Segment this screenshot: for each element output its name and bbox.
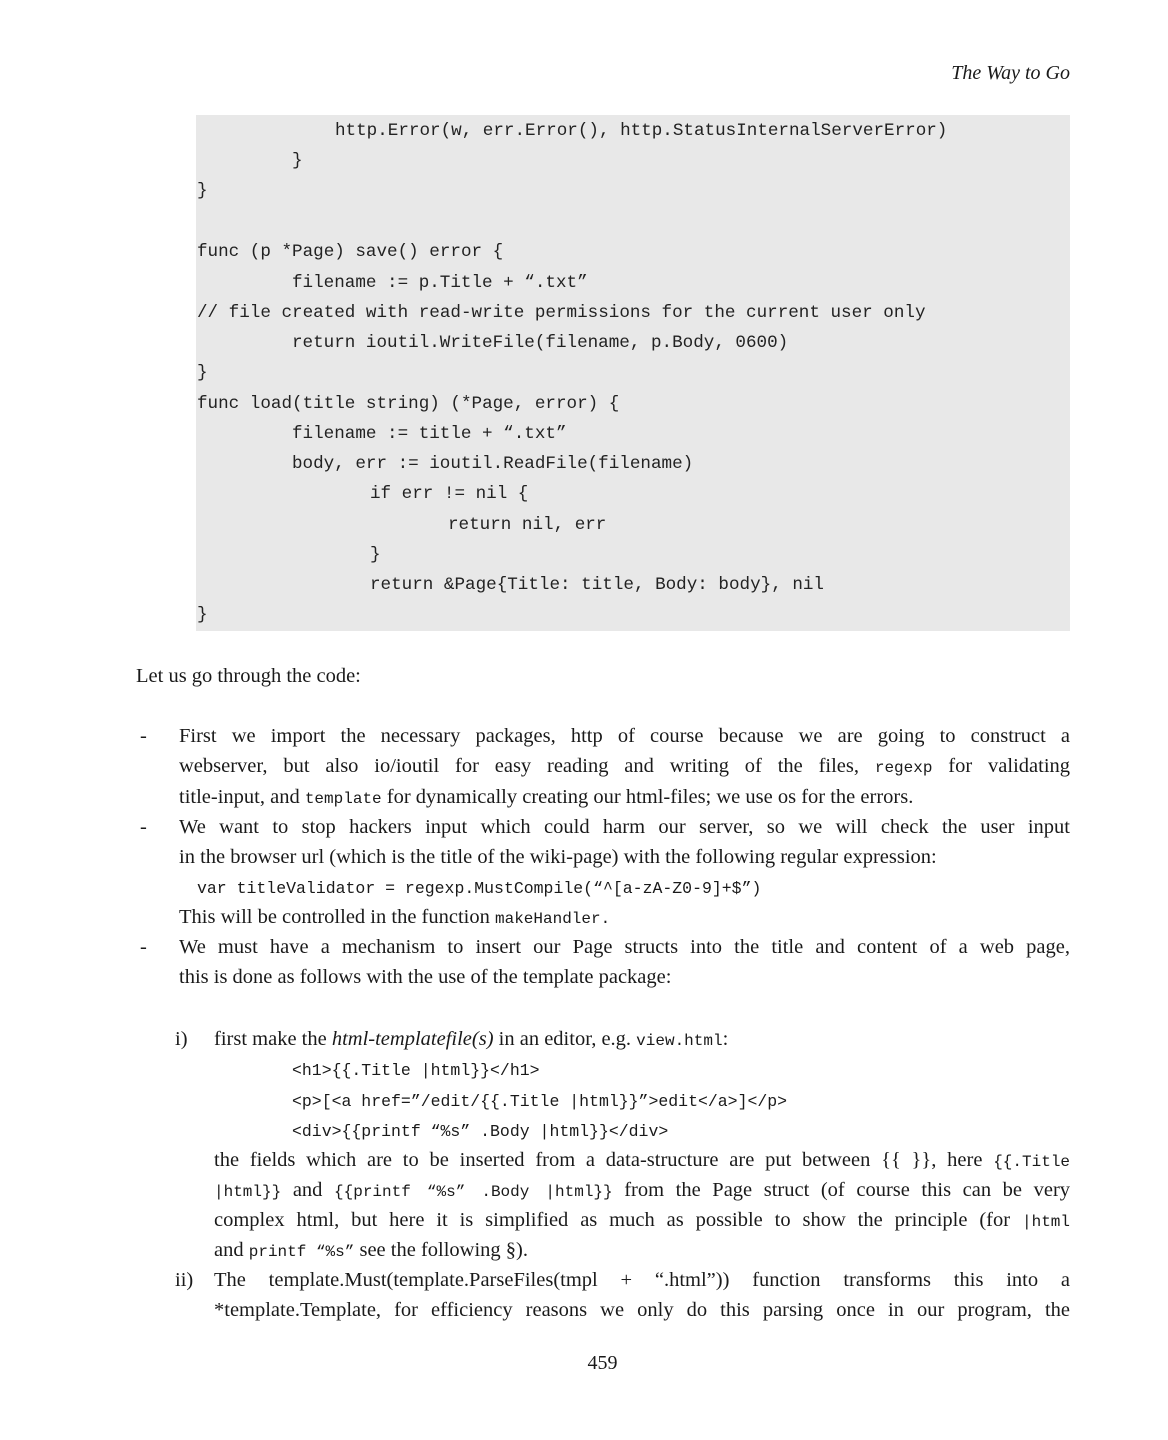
bullet-1-line: First we import the necessary packages, http of course because we are going to construct a <box>179 725 1070 747</box>
text: complex html, but here it is simplified as much as possible to show the principle (for <box>214 1209 1011 1231</box>
bullet-3-line: We must have a mechanism to insert our Page structs into the title and content of a web page, <box>179 936 1070 958</box>
sub-ii-line: *template.Template, for efficiency reasons we only do this parsing once in our program, the <box>214 1299 1070 1321</box>
bullet-1-line <box>179 754 1070 780</box>
intro-text: Let us go through the code: <box>136 665 361 687</box>
code-line: } <box>370 545 381 565</box>
code-line: } <box>197 605 208 625</box>
text: the fields which are to be inserted from a data-structure are put between {{ }}, here <box>214 1149 983 1171</box>
inline-code: template <box>304 790 382 808</box>
sub-i-line <box>214 1027 728 1053</box>
inline-code: regexp <box>874 759 933 777</box>
inline-code: makeHandler. <box>494 910 611 928</box>
sub-i-line <box>214 1148 1070 1174</box>
template-code-line: <p>[<a href=”/edit/{{.Title |html}}”>edit</a>]</p> <box>292 1092 788 1111</box>
text: and <box>214 1239 244 1261</box>
code-block <box>196 115 1070 631</box>
bullet-2-line <box>179 905 610 931</box>
text: : <box>722 1028 729 1050</box>
text: from the Page struct (of course this can be very <box>624 1179 1071 1201</box>
text: for validating <box>948 755 1071 777</box>
text: title-input, and <box>179 786 300 808</box>
bullet-3-line: this is done as follows with the use of the template package: <box>179 966 672 988</box>
running-header: The Way to Go <box>951 62 1070 84</box>
code-line: return &Page{Title: title, Body: body}, nil <box>370 575 824 595</box>
text: for dynamically creating our html-files; we use os for the errors. <box>386 786 914 808</box>
page-number: 459 <box>587 1352 618 1374</box>
inline-code: printf “%s” <box>248 1243 355 1261</box>
code-line: if err != nil { <box>370 484 529 504</box>
template-code-line: <div>{{printf “%s” .Body |html}}</div> <box>292 1122 669 1141</box>
code-line: body, err := ioutil.ReadFile(filename) <box>292 454 694 474</box>
bullet-2-line: in the browser url (which is the title of the wiki-page) with the following regular expression: <box>179 846 937 868</box>
bullet-2-line: We want to stop hackers input which could harm our server, so we will check the user input <box>179 816 1070 838</box>
sub-i-line <box>214 1238 528 1264</box>
text: and <box>292 1179 323 1201</box>
code-line: } <box>292 151 303 171</box>
inline-code: |html}} <box>214 1183 282 1201</box>
sub-ii-line: The template.Must(template.ParseFiles(tmpl + “.html”)) function transforms this into a <box>214 1269 1070 1291</box>
sub-marker: i) <box>175 1028 188 1050</box>
text: webserver, but also io/ioutil for easy reading and writing of the files, <box>179 755 859 777</box>
code-line: return ioutil.WriteFile(filename, p.Body, 0600) <box>292 333 789 353</box>
sub-marker: ii) <box>175 1269 194 1291</box>
bullet-1-line <box>179 785 913 811</box>
code-line: func load(title string) (*Page, error) { <box>197 394 620 414</box>
code-line: filename := title + “.txt” <box>292 424 567 444</box>
text: first make the <box>214 1028 327 1050</box>
sub-i-line <box>214 1178 1070 1204</box>
code-line: func (p *Page) save() error { <box>197 242 504 262</box>
inline-code: |html <box>1021 1213 1070 1231</box>
code-line: } <box>197 181 208 201</box>
regex-code: var titleValidator = regexp.MustCompile(“^[a-zA-Z0-9]+$”) <box>197 879 762 898</box>
text: in an editor, e.g. <box>498 1028 632 1050</box>
code-line: } <box>197 363 208 383</box>
inline-code: {{printf “%s” .Body |html}} <box>334 1183 613 1201</box>
bullet-marker: - <box>140 816 147 838</box>
inline-code: {{.Title <box>993 1153 1071 1171</box>
text: see the following §). <box>359 1239 528 1261</box>
code-line: http.Error(w, err.Error(), http.StatusInternalServerError) <box>335 121 948 141</box>
code-line: // file created with read-write permissions for the current user only <box>197 303 926 323</box>
emphasis: html-templatefile(s) <box>331 1028 494 1050</box>
text: This will be controlled in the function <box>179 906 490 928</box>
bullet-marker: - <box>140 936 147 958</box>
sub-i-line <box>214 1208 1070 1234</box>
code-line: return nil, err <box>448 515 607 535</box>
bullet-marker: - <box>140 725 147 747</box>
template-code-line: <h1>{{.Title |html}}</h1> <box>292 1061 540 1080</box>
inline-code: view.html <box>636 1032 723 1050</box>
code-line: filename := p.Title + “.txt” <box>292 273 588 293</box>
